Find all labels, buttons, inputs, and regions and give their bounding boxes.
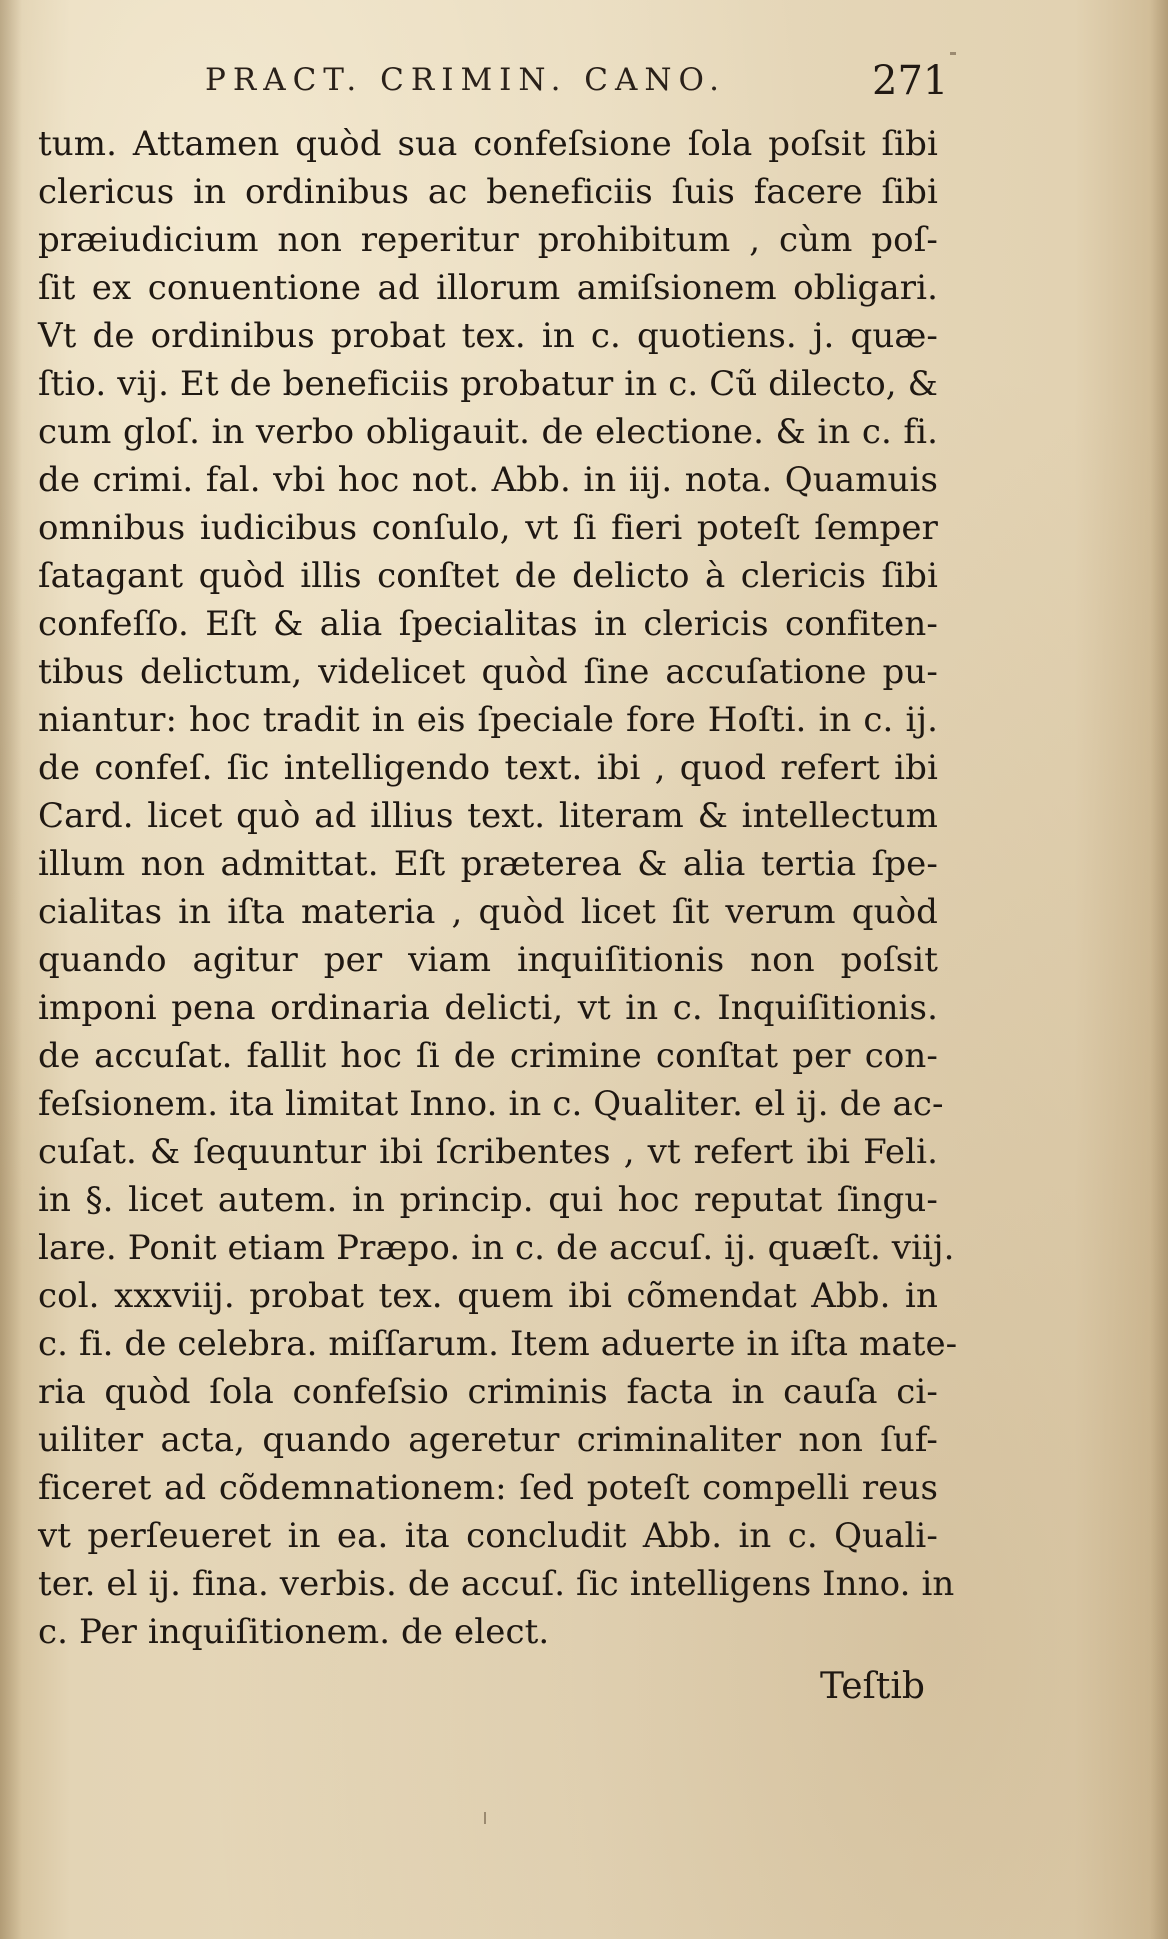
text-line: ſatagant quòd illis conſtet de delicto à clericis ſibi <box>38 556 938 596</box>
text-line: ficeret ad cõdemnationem: ſed poteſt compelli reus <box>38 1468 938 1508</box>
text-line: tibus delictum, videlicet quòd ſine accuſatione pu- <box>38 652 938 692</box>
page-number: 271 <box>872 58 949 104</box>
text-line: c. Per inquiſitionem. de elect. <box>38 1612 550 1652</box>
body-text <box>38 120 958 1656</box>
text-line: vt perſeueret in ea. ita concludit Abb. in c. Quali- <box>38 1516 938 1556</box>
text-line: ſtio. vij. Et de beneficiis probatur in c. Cũ dilecto, & <box>38 364 938 404</box>
text-line: tum. Attamen quòd sua confeſsione ſola poſsit ſibi <box>38 124 938 164</box>
running-head: PRACT. CRIMIN. CANO. <box>205 62 726 98</box>
text-line: col. xxxviij. probat tex. quem ibi cõmendat Abb. in <box>38 1276 938 1316</box>
ink-speck <box>484 1812 486 1824</box>
text-line: cuſat. & ſequuntur ibi ſcribentes , vt refert ibi Feli. <box>38 1132 938 1172</box>
text-line: clericus in ordinibus ac beneficiis ſuis facere ſibi <box>38 172 938 212</box>
text-line: niantur: hoc tradit in eis ſpeciale fore Hoſti. in c. ij. <box>38 700 938 740</box>
text-line: feſsionem. ita limitat Inno. in c. Qualiter. el ij. de ac- <box>38 1084 944 1124</box>
text-line: ter. el ij. fina. verbis. de accuſ. ſic intelligens Inno. in <box>38 1564 955 1604</box>
text-line: Card. licet quò ad illius text. literam & intellectum <box>38 796 938 836</box>
text-line: de crimi. fal. vbi hoc not. Abb. in iij. nota. Quamuis <box>38 460 938 500</box>
ink-speck <box>950 52 956 55</box>
text-line: de accuſat. fallit hoc ſi de crimine conſtat per con- <box>38 1036 938 1076</box>
text-line: in §. licet autem. in princip. qui hoc reputat ſingu- <box>38 1180 938 1220</box>
text-line: cum gloſ. in verbo obligauit. de electione. & in c. fi. <box>38 412 938 452</box>
text-line: ſit ex conuentione ad illorum amiſsionem obligari. <box>38 268 938 308</box>
text-line: cialitas in iſta materia , quòd licet ſit verum quòd <box>38 892 938 932</box>
text-line: c. fi. de celebra. miſſarum. Item aduerte in iſta mate- <box>38 1324 958 1364</box>
text-line: imponi pena ordinaria delicti, vt in c. Inquiſitionis. <box>38 988 938 1028</box>
text-line: uiliter acta, quando ageretur criminaliter non ſuf- <box>38 1420 938 1460</box>
catchword: Teſtib <box>820 1666 925 1707</box>
text-line: præiudicium non reperitur prohibitum , cùm poſ- <box>38 220 938 260</box>
text-line: ria quòd ſola confeſsio criminis facta in cauſa ci- <box>38 1372 938 1412</box>
text-line: omnibus iudicibus conſulo, vt ſi fieri poteſt ſemper <box>38 508 938 548</box>
text-line: confeſſo. Eſt & alia ſpecialitas in clericis confiten- <box>38 604 938 644</box>
text-line: Vt de ordinibus probat tex. in c. quotiens. j. quæ- <box>38 316 938 356</box>
text-line: quando agitur per viam inquiſitionis non poſsit <box>38 940 938 980</box>
text-line: lare. Ponit etiam Præpo. in c. de accuſ. ij. quæſt. viij. <box>38 1228 955 1268</box>
text-line: illum non admittat. Eſt præterea & alia tertia ſpe- <box>38 844 938 884</box>
text-line: de confeſ. ſic intelligendo text. ibi , quod refert ibi <box>38 748 938 788</box>
